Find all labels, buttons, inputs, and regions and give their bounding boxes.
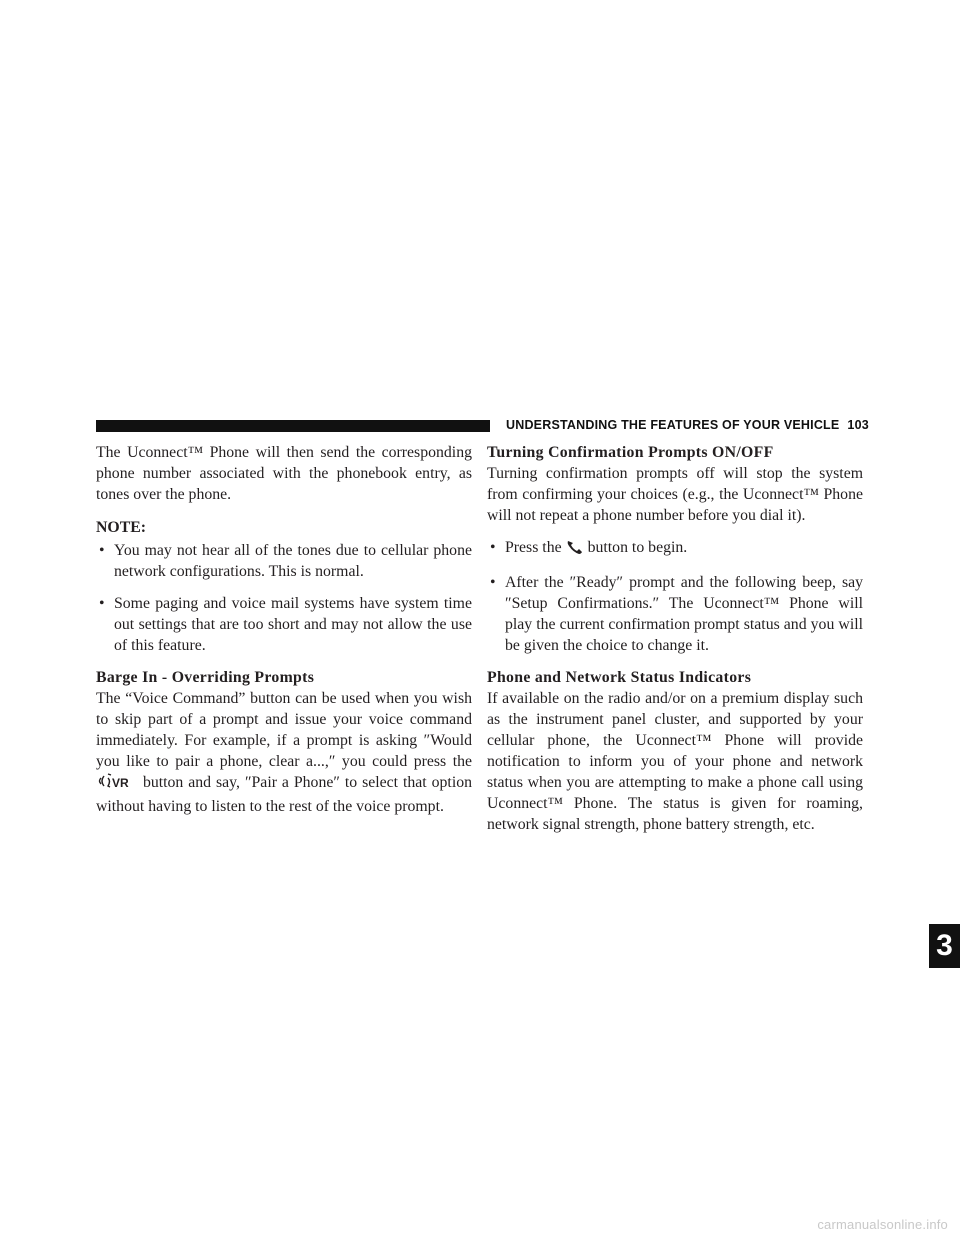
right-column [487, 442, 863, 835]
note-bullet-text: Some paging and voice mail systems have system time out settings that are too short and may not allow the use of this feature. [114, 595, 472, 654]
header-rule [96, 420, 490, 432]
setup-confirmations-text: After the ″Ready″ prompt and the following beep, say ″Setup Confirmations.″ The Uconnect™ Phone will play the current confirmation prompt status and you will be given the choice to change it. [505, 574, 863, 654]
status-indicators-heading: Phone and Network Status Indicators [487, 669, 752, 686]
press-text-end: button to begin. [587, 539, 688, 556]
confirmation-paragraph: Turning confirmation prompts off will stop the system from confirming your choices (e.g., the Uconnect™ Phone will not repeat a phone number before you dial it). [487, 465, 863, 524]
intro-paragraph: The Uconnect™ Phone will then send the corresponding phone number associated with the phonebook entry, as tones over the phone. [96, 444, 472, 503]
barge-text-start: The “Voice Command” button can be used when you wish to skip part of a prompt and issue your voice command immediately. For example, if a prompt is asking ″Would you like to pair a phone, clear a...,″ you could press the [96, 690, 472, 770]
voice-command-vr-icon [96, 772, 138, 796]
bullet-glyph: • [99, 595, 105, 612]
press-text: Press the [505, 539, 562, 556]
page-number: 103 [847, 418, 869, 432]
running-header [506, 418, 869, 432]
list-item [96, 593, 472, 656]
barge-text-end: button and say, ″Pair a Phone″ to select that option without having to listen to the rest of the voice prompt. [96, 774, 473, 815]
section-tab: 3 [929, 924, 960, 968]
phone-handset-icon [562, 539, 588, 561]
barge-in-heading: Barge In - Overriding Prompts [96, 669, 315, 686]
list-item [96, 540, 472, 582]
confirmation-prompts-heading: Turning Confirmation Prompts ON/OFF [487, 444, 774, 461]
left-column [96, 442, 472, 817]
bullet-glyph: • [490, 539, 496, 556]
bullet-glyph: • [490, 574, 496, 591]
confirmation-bullet-list [487, 537, 863, 656]
status-paragraph: If available on the radio and/or on a premium display such as the instrument panel cluster, and supported by your cellular phone, the Uconnect™ Phone will provide notification to inform you of your phone and network status when you are attempting to make a phone call using Uconnect™ Phone. The status is given for roaming, network signal strength, phone battery strength, etc. [487, 690, 863, 833]
bullet-glyph: • [99, 542, 105, 559]
watermark: carmanualsonline.info [817, 1217, 948, 1232]
header-title: UNDERSTANDING THE FEATURES OF YOUR VEHICLE [506, 418, 840, 432]
svg-text:VR: VR [112, 776, 129, 790]
note-bullet-text: You may not hear all of the tones due to cellular phone network configurations. This is normal. [114, 542, 472, 580]
list-item [487, 537, 863, 561]
note-bullet-list [96, 540, 472, 656]
list-item [487, 572, 863, 656]
note-label: NOTE: [96, 519, 147, 536]
barge-in-paragraph [96, 688, 472, 817]
